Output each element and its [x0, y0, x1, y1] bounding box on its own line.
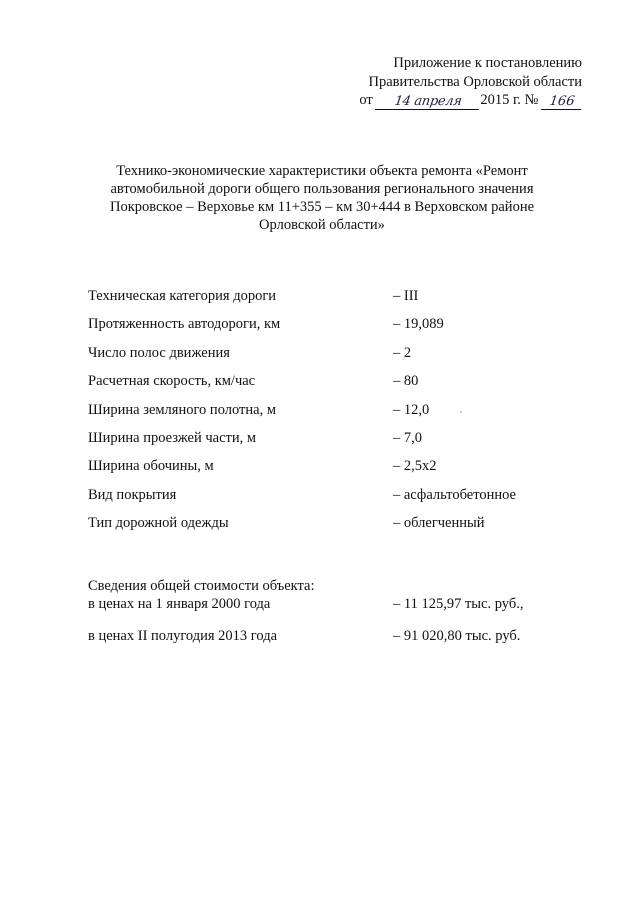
annex-year: 2015 г. №	[480, 92, 539, 108]
specs-list	[88, 287, 568, 543]
document-title: Технико-экономические характеристики объекта ремонта «Ремонт автомобильной дороги общего пользования регионального значения Покровское – Верховье км 11+355 – км 30+444 в Верховском районе Орловской области»	[109, 163, 535, 233]
handwritten-number: 166	[541, 94, 583, 110]
spec-value: – 12,0	[393, 401, 430, 418]
cost-value: – 11 125,97 тыс. руб.,	[393, 596, 524, 612]
spec-label: Ширина обочины, м	[88, 458, 214, 475]
spec-row	[88, 429, 568, 457]
spec-row	[88, 514, 568, 542]
spec-value: – 7,0	[393, 429, 422, 446]
spec-label: Тип дорожной одежды	[88, 515, 229, 532]
annex-line-1: Приложение к постановлению	[393, 55, 582, 71]
cost-value: – 91 020,80 тыс. руб.	[393, 628, 521, 644]
annex-header	[320, 54, 582, 110]
cost-label: в ценах на 1 января 2000 года	[88, 596, 271, 612]
scan-speck	[460, 411, 462, 413]
spec-value: – 80	[393, 373, 419, 390]
spec-label: Число полос движения	[88, 344, 230, 361]
spec-row	[88, 372, 568, 400]
spec-label: Расчетная скорость, км/час	[88, 373, 256, 390]
annex-date-line	[359, 91, 582, 110]
spec-row	[88, 287, 568, 315]
spec-value: – облегченный	[393, 515, 485, 532]
handwritten-date: 14 апреля	[375, 94, 481, 110]
cost-label: в ценах II полугодия 2013 года	[88, 628, 278, 644]
spec-row	[88, 344, 568, 372]
spec-value: – 2	[393, 344, 412, 361]
spec-row	[88, 457, 568, 485]
spec-label: Ширина проезжей части, м	[88, 429, 257, 446]
spec-value: – III	[393, 288, 419, 304]
cost-row	[88, 627, 568, 645]
annex-line-2: Правительства Орловской области	[368, 73, 582, 90]
spec-value: – 2,5х2	[393, 458, 437, 475]
cost-section	[88, 577, 568, 645]
spec-row	[88, 486, 568, 514]
spec-row	[88, 315, 568, 343]
cost-heading: Сведения общей стоимости объекта:	[88, 578, 315, 594]
spec-value: – 19,089	[393, 316, 444, 333]
spec-label: Вид покрытия	[88, 486, 177, 503]
cost-row	[88, 595, 568, 613]
spec-label: Протяженность автодороги, км	[88, 316, 281, 333]
annex-prefix: от	[359, 92, 373, 108]
spec-value: – асфальтобетонное	[393, 486, 516, 503]
spec-row	[88, 401, 568, 429]
spec-label: Техническая категория дороги	[88, 288, 277, 304]
spec-label: Ширина земляного полотна, м	[88, 401, 277, 418]
